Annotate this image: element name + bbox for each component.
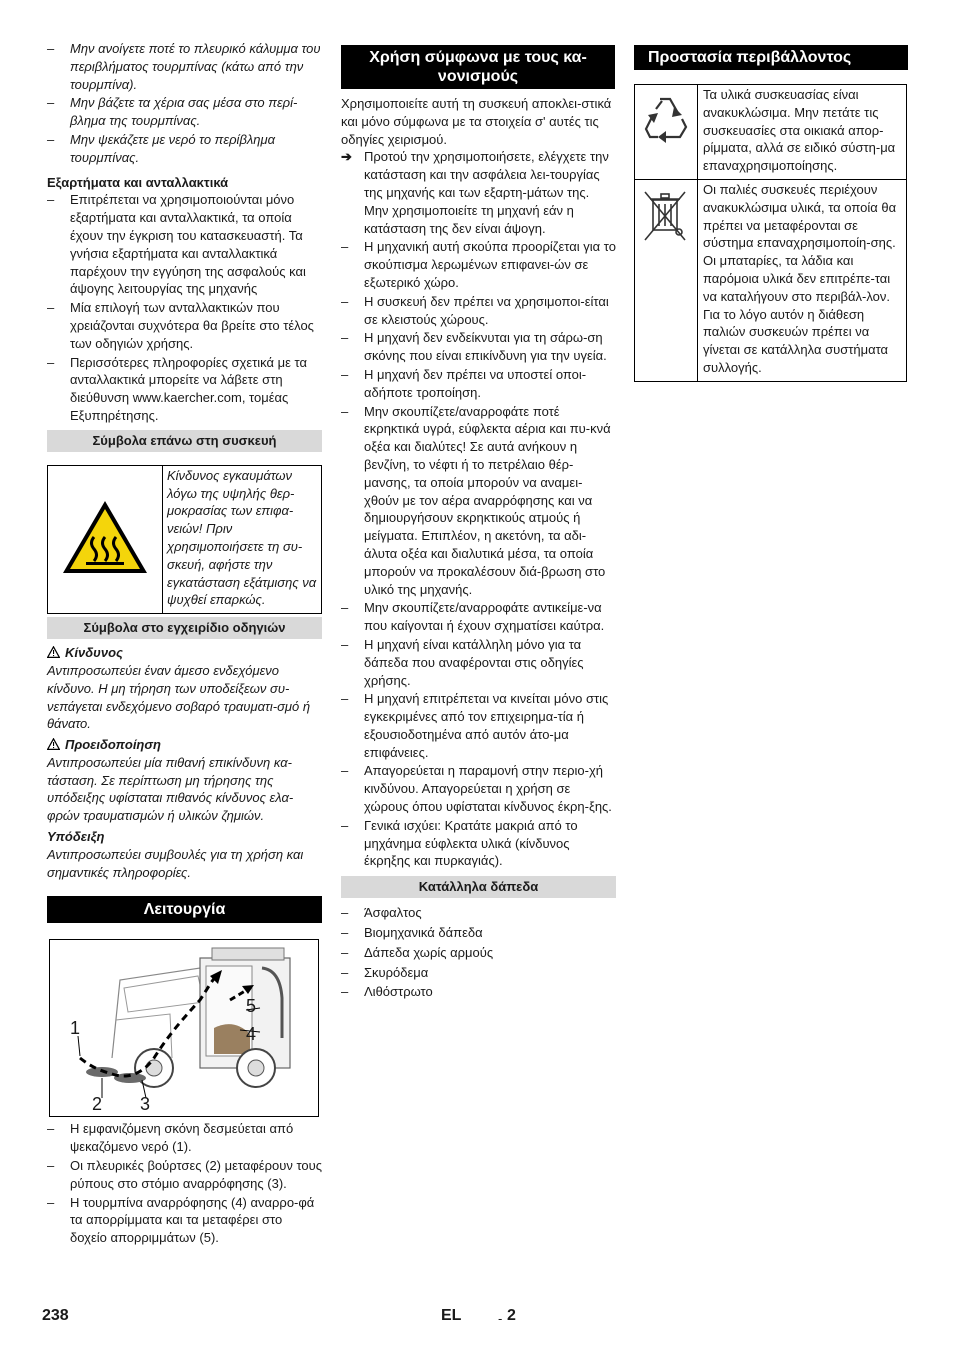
column-middle [341,45,616,1003]
section-number: 2 [507,1307,516,1324]
list-item: – Μην ψεκάζετε με νερό το περίβλημα τουρμπίνας. [47,131,322,167]
list-item: – Η μηχανή επιτρέπεται να κινείται μόνο στις εγκεκριμένες από τον επιχειρημα-τία ή εξουσιοδοτημένα από αυτόν άτο-μα επιφάνειες. [341,690,616,761]
bin-text: Οι παλιές συσκευές περιέχουν ανακυκλώσιμα υλικά, τα οποία θα πρέπει να μεταφέρονται σε σύστημα επαναχρησιμοποίη-σης. Οι μπαταρίες, τα λάδια και παρόμοια υλικά δεν επιτρέπε-ται να καταλήγουν στο περιβάλ-λον. Για το λόγο αυτόν η διάθεση παλιών συσκευών πρέπει να γίνεται σε κατάλληλα συστήματα συλλογής. [698,179,907,381]
footer-dash: - [498,1311,503,1326]
crossed-bin-icon [635,179,698,381]
parts-title: Εξαρτήματα και ανταλλακτικά [47,174,229,190]
list-item [341,148,616,237]
danger-title: Κίνδυνος [65,645,123,661]
danger-text: Αντιπροσωπεύει έναν άμεσο ενδεχόμενο κίνδυνο. Η μη τήρηση των υποδείξεων συ-νεπάγεται ενδεχόμενο σοβαρό τραυματι-σμό ή θάνατο. [47,662,311,732]
section-heading-manual-symbols: Σύμβολα στο εγχειρίδιο οδηγιών [47,617,322,639]
section-heading-intended-use: Χρήση σύμφωνα με τους κα-νονισμούς [341,45,615,89]
warning-heading [47,736,322,754]
figure-label-3: 3 [140,1094,151,1115]
page-number: 238 [42,1307,69,1324]
arrow-right-icon: ➔ [341,149,352,165]
list-item: – Απαγορεύεται η παραμονή στην περιο-χή κινδύνου. Απαγορεύεται η χρήση σε χώρους όπου υφίσταται κίνδυνος έκρη-ξης. [341,762,616,815]
section-heading-operation: Λειτουργία [47,896,322,923]
hot-surface-text: Κίνδυνος εγκαυμάτων λόγω της υψηλής θερ-μοκρασίας των επιφα-νειών! Πριν χρησιμοποιήσετε τη συ-σκευή, αφήστε την εγκατάσταση εξάτμισης να ψυχθεί επαρκώς. [163,465,322,613]
danger-heading [47,644,322,662]
list-item: – Μην ανοίγετε ποτέ το πλευρικό κάλυμμα του περιβλήματος τουρμπίνας (κάτω από την τουρμπίνα). [47,40,322,93]
section-heading-device-symbols: Σύμβολα επάνω στη συσκευή [47,430,322,452]
list-item: – Επιτρέπεται να χρησιμοποιούνται μόνο εξαρτήματα και ανταλλακτικά, τα οποία έχουν την έγκριση του κατασκευαστή. Τα γνήσια εξαρτήματα και ανταλλακτικά παρέχουν την εγγύηση της ασφαλούς και άψογης λειτουργίας της μηχανής [47,191,322,298]
recycle-text: Τα υλικά συσκευασίας είναι ανακυκλώσιμα. Μην πετάτε τις συσκευασίες στα οικιακά απορ-ρίμματα, αλλά σε ειδικό σύστη-μα επαναχρησιμοποίησης. [698,85,907,180]
danger-triangle-icon [47,738,60,750]
warning-title: Προειδοποίηση [65,737,161,753]
list-item: – Η εμφανιζόμενη σκόνη δεσμεύεται από ψεκαζόμενο νερό (1). [47,1120,322,1156]
list-item: – Μην σκουπίζετε/αναρροφάτε αντικείμε-να που καίγονται ή έχουν σχηματίσει καύτρα. [341,599,616,635]
section-heading-floors: Κατάλληλα δάπεδα [341,876,616,898]
hot-surface-warning-icon [48,465,163,613]
use-arrow-text: Προτού την χρησιμοποιήσετε, ελέγχετε την κατάσταση και την ασφάλεια λει-τουργίας της μηχανής και των εξαρτη-μάτων της. Μην χρησιμοποιείτε τη μηχανή εάν η κατάσταση της δεν είναι άψογη. [364,149,609,236]
list-item: – Η μηχανή δεν πρέπει να υποστεί οποι-αδήποτε τροποίηση. [341,366,616,402]
list-item: – Μην σκουπίζετε/αναρροφάτε ποτέ εκρηκτικά υγρά, εύφλεκτα αέρια και πυ-κνά οξέα και διαλύτες! Σε αυτά ανήκουν η βενζίνη, το νέφτι ή το πετρέλαιο θέρ-μανσης, τα οποία μπορούν να αναμει-χθούν με τον αέρα αναρρόφησης και να δημιουργήσουν εκρηκτικούς ατμούς ή μείγματα. Επιπλέον, η ακετόνη, τα αδι-άλυτα οξέα και διαλυτικά μέσα, τα οποία μπορούν να προκαλέσουν διά-βρωση στο υλικό της μηχανής. [341,403,616,599]
warning-text: Αντιπροσωπεύει μία πιθανή επικίνδυνη κα-τάσταση. Σε περίπτωση μη τήρησης της υπόδειξης υφίσταται πιθανός κίνδυνος ελα-φρών τραυματισμών ή υλικών ζημιών. [47,754,294,824]
column-left [47,40,322,1248]
hot-surface-table [47,465,322,614]
figure-label-5: 5 [246,996,257,1017]
recycle-icon [635,85,698,180]
list-item: – Η συσκευή δεν πρέπει να χρησιμοποι-είται σε κλειστούς χώρους. [341,293,616,329]
list-item: – Μην βάζετε τα χέρια σας μέσα στο περί-βλημα της τουρμπίνας. [47,94,322,130]
warning-block [47,736,322,825]
note-text: Αντιπροσωπεύει συμβουλές για τη χρήση και σημαντικές πληροφορίες. [47,846,304,880]
list-item: – Μία επιλογή των ανταλλακτικών που χρειάζονται συχνότερα θα βρείτε στο τέλος των οδηγιών χρήσης. [47,299,322,352]
list-item: – Γενικά ισχύει: Κρατάτε μακριά από το μηχάνημα εύφλεκτα υλικά (κίνδυνος έκρηξης και πυρκαγιάς). [341,817,616,870]
note-block [47,828,322,881]
section-heading-environment: Προστασία περιβάλλοντος [634,45,908,70]
column-right [634,45,909,382]
list-item: – Η μηχανή είναι κατάλληλη μόνο για τα δάπεδα που αναφέρονται στις οδηγίες χρήσης. [341,636,616,689]
figure-label-4: 4 [246,1024,257,1045]
figure-label-2: 2 [92,1094,103,1115]
sweeper-figure [49,939,319,1117]
list-item: – Άσφαλτος [341,904,616,922]
list-item: – Περισσότερες πληροφορίες σχετικά με τα ανταλλακτικά μπορείτε να λάβετε στη διεύθυνση www.kaercher.com, τομέας Εξυπηρέτησης. [47,354,322,425]
list-item: – Η τουρμπίνα αναρρόφησης (4) αναρρο-φά τα απορρίμματα και τα μεταφέρει στο δοχείο απορριμμάτων (5). [47,1194,322,1247]
language-code: EL [441,1307,462,1324]
list-item: – Δάπεδα χωρίς αρμούς [341,944,616,962]
danger-block [47,644,322,733]
figure-label-1: 1 [70,1018,81,1039]
list-item: – Η μηχανή δεν ενδείκνυται για τη σάρω-ση σκόνης που είναι επικίνδυνη για την υγεία. [341,329,616,365]
use-intro: Χρησιμοποιείτε αυτή τη συσκευή αποκλει-στικά και μόνο σύμφωνα με τα στοιχεία σ' αυτές τις οδηγίες χειρισμού. [341,96,612,147]
list-item: – Σκυρόδεμα [341,964,616,982]
list-item: – Η μηχανική αυτή σκούπα προορίζεται για το σκούπισμα λερωμένων επιφανει-ών σε εξωτερικό χώρο. [341,238,616,291]
list-item: – Βιομηχανικά δάπεδα [341,924,616,942]
danger-triangle-icon [47,646,60,658]
environment-table [634,84,907,382]
list-item: – Οι πλευρικές βούρτσες (2) μεταφέρουν τους ρύπους στο στόμιο αναρρόφησης (3). [47,1157,322,1193]
list-item: – Λιθόστρωτο [341,983,616,1001]
note-title: Υπόδειξη [47,829,105,845]
